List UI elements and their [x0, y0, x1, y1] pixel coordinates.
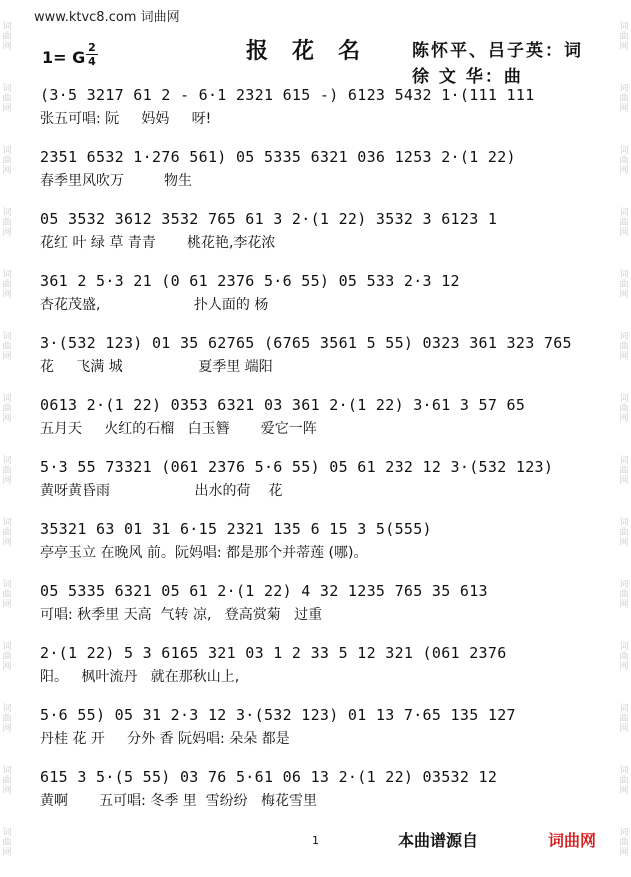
- composer-credit: 徐 文 华：曲: [412, 67, 523, 87]
- watermark-right-6: 词 曲 网: [619, 394, 629, 424]
- score-lyrics-line-8: 亭亭玉立 在晚风 前。阮妈唱: 都是那个并蒂莲 (哪)。: [40, 545, 368, 561]
- watermark-right-1: 词 曲 网: [619, 84, 629, 114]
- page-number: 1: [312, 834, 319, 847]
- watermark-left-5: 词 曲 网: [2, 332, 12, 362]
- watermark-right-0: 词 曲 网: [619, 22, 629, 52]
- watermark-left-1: 词 曲 网: [2, 84, 12, 114]
- score-notes-line-4: 361 2 5·3 21 (0 61 2376 5·6 55) 05 533 2·3 12: [40, 272, 460, 290]
- watermark-right-2: 词 曲 网: [619, 146, 629, 176]
- watermark-left-9: 词 曲 网: [2, 580, 12, 610]
- watermark-left-7: 词 曲 网: [2, 456, 12, 486]
- time-signature-bottom: 4: [88, 55, 96, 68]
- time-signature: [86, 42, 98, 67]
- watermark-right-4: 词 曲 网: [619, 270, 629, 300]
- site-logo: 词曲网: [548, 831, 597, 850]
- watermark-right-12: 词 曲 网: [619, 766, 629, 796]
- key-signature: 1= G: [42, 48, 86, 67]
- score-notes-line-12: 615 3 5·(5 55) 03 76 5·61 06 13 2·(1 22) 03532 12: [40, 768, 498, 786]
- score-lyrics-line-7: 黄呀黄昏雨 出水的荷 花: [40, 483, 283, 499]
- watermark-right-8: 词 曲 网: [619, 518, 629, 548]
- watermark-left-13: 词 曲 网: [2, 828, 12, 858]
- watermark-right-10: 词 曲 网: [619, 642, 629, 672]
- watermark-left-2: 词 曲 网: [2, 146, 12, 176]
- score-lyrics-line-9: 可唱: 秋季里 天高 气转 凉, 登高赏菊 过重: [40, 607, 323, 623]
- watermark-left-8: 词 曲 网: [2, 518, 12, 548]
- score-notes-line-9: 05 5335 6321 05 61 2·(1 22) 4 32 1235 765 35 613: [40, 582, 488, 600]
- score-lyrics-line-1: 张五可唱: 阮 妈妈 呀!: [40, 111, 212, 127]
- source-label: 本曲谱源自: [398, 831, 479, 850]
- watermark-left-3: 词 曲 网: [2, 208, 12, 238]
- score-notes-line-1: (3·5 3217 61 2 - 6·1 2321 615 -) 6123 5432 1·(111 111: [40, 86, 535, 104]
- watermark-right-7: 词 曲 网: [619, 456, 629, 486]
- score-notes-line-7: 5·3 55 73321 (061 2376 5·6 55) 05 61 232 12 3·(532 123): [40, 458, 554, 476]
- watermark-right-11: 词 曲 网: [619, 704, 629, 734]
- score-notes-line-11: 5·6 55) 05 31 2·3 12 3·(532 123) 01 13 7·65 135 127: [40, 706, 516, 724]
- watermark-right-3: 词 曲 网: [619, 208, 629, 238]
- watermark-left-12: 词 曲 网: [2, 766, 12, 796]
- score-notes-line-5: 3·(532 123) 01 35 62765 (6765 3561 5 55) 0323 361 323 765: [40, 334, 572, 352]
- score-notes-line-8: 35321 63 01 31 6·15 2321 135 6 15 3 5(555): [40, 520, 432, 538]
- score-lyrics-line-5: 花 飞满 城 夏季里 端阳: [40, 359, 273, 375]
- score-lyrics-line-6: 五月天 火红的石榴 白玉簪 爱它一阵: [40, 421, 317, 437]
- score-lyrics-line-12: 黄啊 五可唱: 冬季 里 雪纷纷 梅花雪里: [40, 793, 318, 809]
- watermark-left-6: 词 曲 网: [2, 394, 12, 424]
- site-url: www.ktvc8.com 词曲网: [34, 10, 180, 25]
- score-notes-line-6: 0613 2·(1 22) 0353 6321 03 361 2·(1 22) 3·61 3 57 65: [40, 396, 526, 414]
- watermark-left-10: 词 曲 网: [2, 642, 12, 672]
- score-lyrics-line-4: 杏花茂盛, 扑人面的 杨: [40, 297, 269, 313]
- watermark-left-4: 词 曲 网: [2, 270, 12, 300]
- watermark-left-11: 词 曲 网: [2, 704, 12, 734]
- watermark-right-5: 词 曲 网: [619, 332, 629, 362]
- right-watermark-strip: [617, 0, 631, 877]
- score-notes-line-10: 2·(1 22) 5 3 6165 321 03 1 2 33 5 12 321 (061 2376: [40, 644, 507, 662]
- song-title: 报花名: [246, 39, 385, 64]
- watermark-right-13: 词 曲 网: [619, 828, 629, 858]
- lyricist-credit: 陈怀平、吕子英：词: [412, 41, 583, 61]
- left-watermark-strip: [0, 0, 14, 877]
- watermark-left-0: 词 曲 网: [2, 22, 12, 52]
- score-lyrics-line-10: 阳。 枫叶流丹 就在那秋山上,: [40, 669, 240, 685]
- score-notes-line-3: 05 3532 3612 3532 765 61 3 2·(1 22) 3532 3 6123 1: [40, 210, 498, 228]
- score-lyrics-line-11: 丹桂 花 开 分外 香 阮妈唱: 朵朵 都是: [40, 731, 290, 747]
- time-signature-top: 2: [88, 41, 96, 54]
- score-lyrics-line-2: 春季里风吹万 物生: [40, 173, 193, 189]
- watermark-right-9: 词 曲 网: [619, 580, 629, 610]
- score-notes-line-2: 2351 6532 1·276 561) 05 5335 6321 036 1253 2·(1 22): [40, 148, 516, 166]
- score-lyrics-line-3: 花红 叶 绿 草 青青 桃花艳,李花浓: [40, 235, 276, 251]
